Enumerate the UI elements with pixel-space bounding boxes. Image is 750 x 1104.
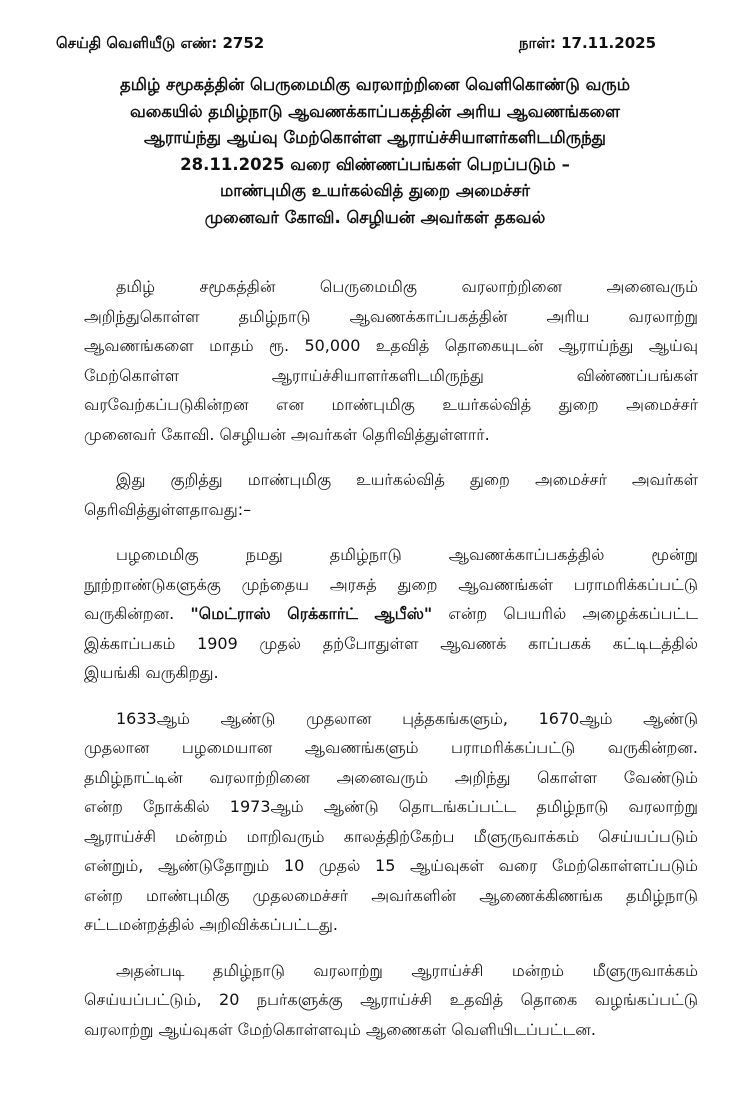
body-line: செய்யப்பட்டும், 20 நபர்களுக்கு ஆராய்ச்சி உதவித் தொகை வழங்கப்பட்டு [84,990,698,1009]
title-line: ஆராய்ந்து ஆய்வு மேற்கொள்ள ஆராய்ச்சியாளர்களிடமிருந்து [144,128,606,147]
body-line: மேற்கொள்ள ஆராய்ச்சியாளர்களிடமிருந்து விண்ணப்பங்கள் [84,365,698,385]
body-line: ஆவணங்களை மாதம் ரூ. 50,000 உதவித் தொகையுடன் ஆராய்ந்து ஆய்வு [84,336,698,355]
body-text: என்ற பெயரில் அழைக்கப்பட்ட [432,604,698,623]
title-line: முனைவர் கோவி. செழியன் அவர்கள் தகவல் [204,207,546,227]
body-line: தமிழ் சமூகத்தின் பெருமைமிகு வரலாற்றினை அனைவரும் [116,277,698,296]
paragraph-5 [84,956,698,1045]
paragraph-4 [84,704,698,940]
title-line: தமிழ் சமூகத்தின் பெருமைமிகு வரலாற்றினை வெளிகொண்டு வரும் [120,75,630,94]
body-line: முதலான பழமையான ஆவணங்களும் பராமரிக்கப்பட்டு வருகின்றன. [84,738,698,757]
body-line: இயங்கி வருகிறது. [84,663,219,682]
paragraph-3 [84,540,698,688]
release-header [56,34,656,60]
release-body [84,272,698,1060]
body-line: இது குறித்து மாண்புமிகு உயர்கல்வித் துறை அமைச்சர் அவர்கள் [116,470,698,489]
body-line: அதன்படி தமிழ்நாடு வரலாற்று ஆராய்ச்சி மன்றம் மீளுருவாக்கம் [116,960,698,980]
body-line: முனைவர் கோவி. செழியன் அவர்கள் தெரிவித்துள்ளார். [84,424,490,444]
body-line: நூற்றாண்டுகளுக்கு முந்தைய அரசுத் துறை ஆவணங்கள் பராமரிக்கப்பட்டு [84,574,698,594]
body-line: ஆராய்ச்சி மன்றம் மாறிவரும் காலத்திற்கேற்ப மீளுருவாக்கம் செய்யப்படும் [84,826,698,846]
body-line: இக்காப்பகம் 1909 முதல் தற்போதுள்ள ஆவணக் காப்பகக் கட்டிடத்தில் [84,633,698,653]
body-line: தெரிவித்துள்ளதாவது:– [84,499,252,519]
title-line: மாண்புமிகு உயர்கல்வித் துறை அமைச்சர் [220,181,530,200]
body-text: வருகின்றன. [84,604,191,623]
body-line: சட்டமன்றத்தில் அறிவிக்கப்பட்டது. [84,915,338,934]
release-title [40,72,710,231]
title-line: 28.11.2025 வரை விண்ணப்பங்கள் பெறப்படும் – [180,154,570,174]
body-line: என்ற மாண்புமிகு முதலமைச்சர் அவர்களின் ஆணைக்கிணங்க தமிழ்நாடு [84,885,698,905]
body-line-mixed [84,599,698,629]
madras-record-office-name: "மெட்ராஸ் ரெக்கார்ட் ஆபீஸ்" [190,604,433,623]
title-line: வகையில் தமிழ்நாடு ஆவணக்காப்பகத்தின் அரிய ஆவணங்களை [129,101,621,121]
body-line: வரவேற்கப்படுகின்றன என மாண்புமிகு உயர்கல்வித் துறை அமைச்சர் [84,395,698,414]
body-line: வரலாற்று ஆய்வுகள் மேற்கொள்ளவும் ஆணைகள் வெளியிடப்பட்டன. [84,1019,596,1039]
paragraph-1 [84,272,698,449]
body-line: என்ற நோக்கில் 1973ஆம் ஆண்டு தொடங்கப்பட்ட தமிழ்நாடு வரலாற்று [84,797,698,816]
body-line: என்றும், ஆண்டுதோறும் 10 முதல் 15 ஆய்வுகள் வரை மேற்கொள்ளப்படும் [84,856,698,875]
body-line: அறிந்துகொள்ள தமிழ்நாடு ஆவணக்காப்பகத்தின் அரிய வரலாற்று [84,306,698,326]
body-line: தமிழ்நாட்டின் வரலாற்றினை அனைவரும் அறிந்து கொள்ள வேண்டும் [84,767,698,787]
body-line: பழமைமிகு நமது தமிழ்நாடு ஆவணக்காப்பகத்தில் மூன்று [116,545,698,564]
paragraph-2 [84,465,698,524]
release-date: நாள்: 17.11.2025 [518,34,656,52]
body-line: 1633ஆம் ஆண்டு முதலான புத்தகங்களும், 1670ஆம் ஆண்டு [116,708,698,728]
release-number: செய்தி வெளியீடு எண்: 2752 [56,34,265,52]
